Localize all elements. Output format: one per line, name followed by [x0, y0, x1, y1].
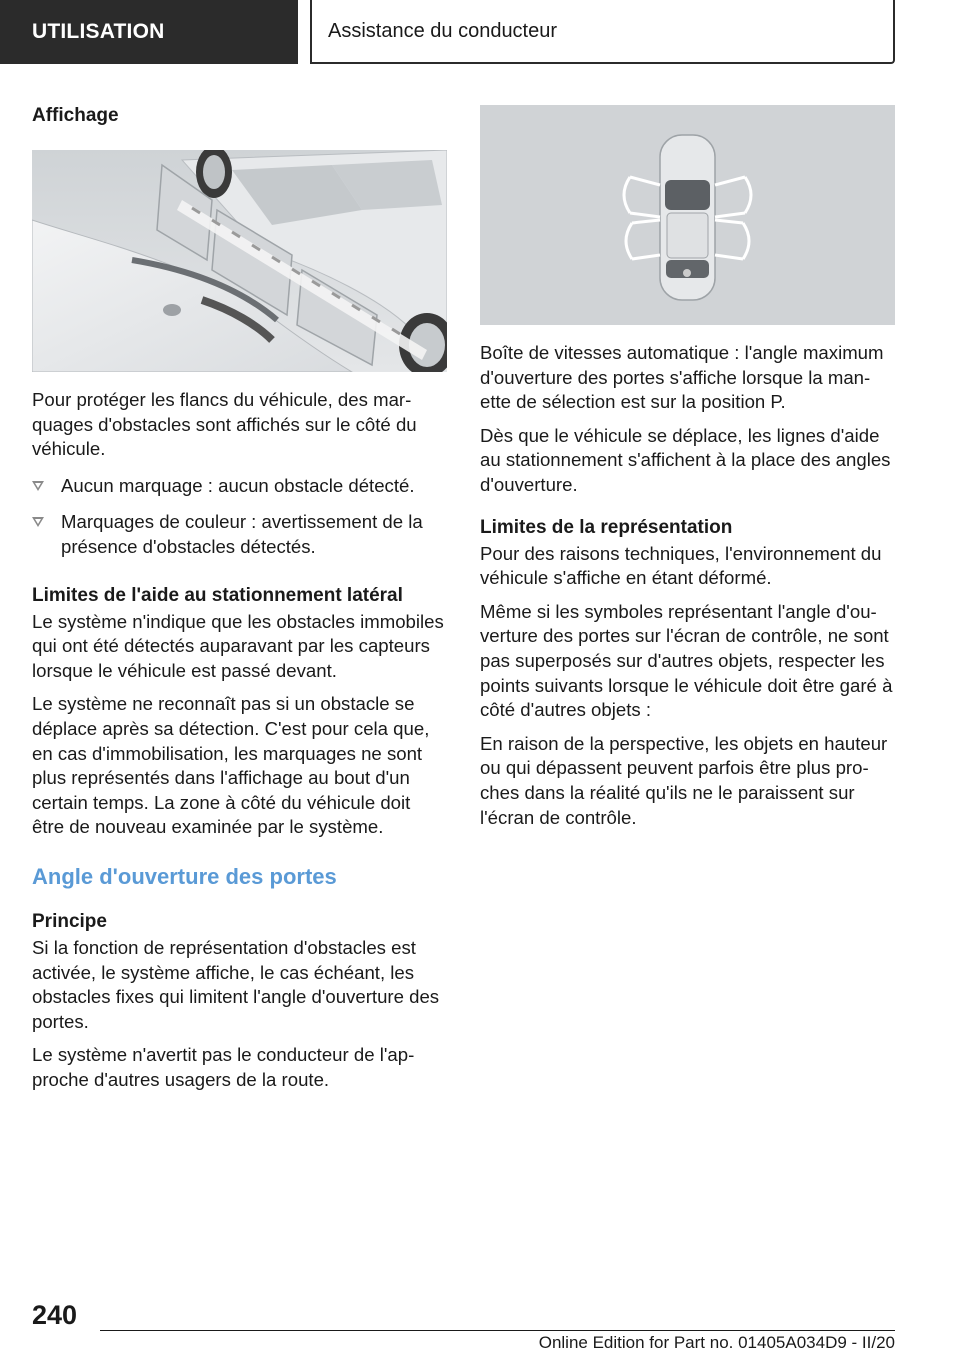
- header-section-tab: [0, 0, 298, 64]
- list-item: Aucun marquage : aucun obstacle détecté.: [32, 474, 447, 499]
- limits-representation-paragraph-1: Pour des raisons techniques, l'environnement du véhicule s'affiche en étant déformé.: [480, 542, 882, 589]
- automatic-gearbox-paragraph: Boîte de vitesses automatique : l'angle maximum d'ouverture des portes s'affiche lorsque la manette de sélection est sur la position P.: [480, 342, 884, 413]
- footer-edition: Online Edition for Part no. 01405A034D9 - II/20: [538, 1333, 895, 1352]
- heading-display: Affichage: [32, 105, 119, 126]
- side-parking-illustration: [32, 150, 447, 372]
- door-angle-illustration: [480, 105, 895, 325]
- heading-limits-side: Limites de l'aide au stationnement latéral: [32, 584, 403, 606]
- principle-paragraph-2: Le système n'avertit pas le conducteur de l'approche d'autres usagers de la route.: [32, 1044, 415, 1090]
- header-section-label: UTILISATION: [32, 20, 165, 43]
- limits-paragraph-1: Le système n'indique que les obstacles immobiles qui ont été détectés auparavant par les capteurs lorsque le véhicule est passé devant.: [32, 610, 444, 681]
- triangle-bullet-icon: [32, 517, 44, 527]
- section-title: Angle d'ouverture des portes: [32, 863, 337, 889]
- limits-representation-paragraph-3: En raison de la perspective, les objets en hauteur ou qui dépassent peuvent parfois être plus proches dans la réalité qu'ils ne le paraissent sur l'écran de contrôle.: [480, 732, 888, 828]
- header-chapter-tab: [310, 0, 895, 64]
- display-intro: Pour protéger les flancs du véhicule, des marquages d'obstacles sont affichés sur le côté du véhicule.: [32, 389, 417, 460]
- limits-paragraph-2: Le système ne reconnaît pas si un obstacle se déplace après sa détection. C'est pour cela que, en cas d'immobilisation, les marquages ne sont plus représentés dans l'affichage au bout d'un certain temps. La zone à côté du véhicule doit être de nouveau examinée par le système.: [32, 693, 430, 838]
- vehicle-moving-paragraph: Dès que le véhicule se déplace, les lignes d'aide au stationnement s'affichent à la place des angles d'ouverture.: [480, 424, 891, 495]
- list-item: Marquages de couleur : avertissement de la présence d'obstacles détectés.: [32, 510, 447, 559]
- left-column: [32, 102, 447, 1092]
- heading-limits-representation: Limites de la représentation: [480, 516, 733, 538]
- footer-divider: [100, 1330, 895, 1331]
- marking-list: [32, 474, 447, 560]
- header-chapter-label: Assistance du conducteur: [328, 19, 558, 42]
- heading-principle: Principe: [32, 910, 107, 932]
- limits-representation-paragraph-2: Même si les symboles représentant l'angle d'ouverture des portes sur l'écran de contrôle, ne sont pas superposés sur d'autres objets, respecter les points suivants lorsque le véhicule doit être garé à côté d'autres objets :: [480, 600, 893, 721]
- right-column: [480, 105, 895, 830]
- triangle-bullet-icon: [32, 481, 44, 491]
- page-number: 240: [32, 1300, 78, 1330]
- principle-paragraph-1: Si la fonction de représentation d'obstacles est activée, le système affiche, le cas échéant, les obstacles fixes qui limitent l'angle d'ouverture des portes.: [32, 936, 440, 1032]
